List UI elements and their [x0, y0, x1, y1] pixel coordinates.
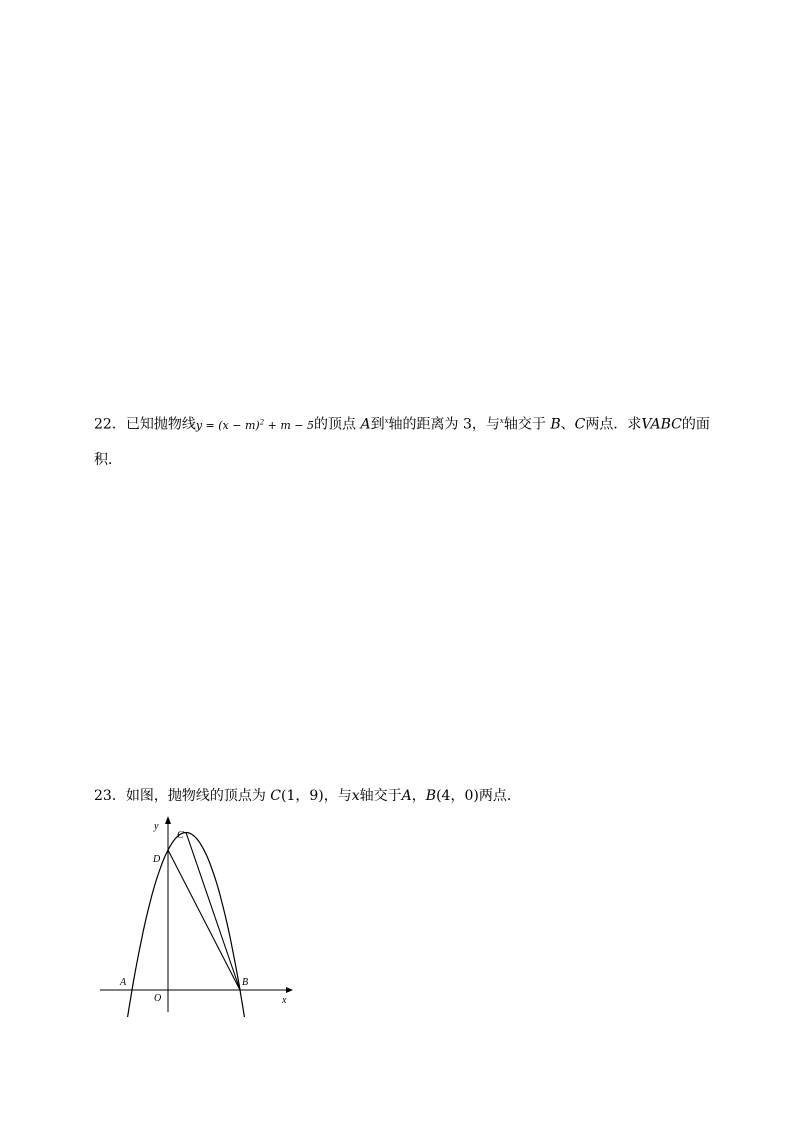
point-a-label: A: [120, 977, 127, 988]
question-text: 到: [370, 416, 385, 433]
y-axis-label: y: [154, 821, 159, 832]
question-text: 轴的距离为 3，与: [388, 416, 500, 433]
coordinate: (1，9): [281, 788, 324, 804]
point-o-label: O: [154, 993, 162, 1004]
question-23: [94, 786, 521, 806]
variable-x: x: [499, 417, 504, 425]
question-text: 轴交于: [503, 416, 546, 433]
x-axis-arrow-icon: [286, 987, 293, 993]
separator: ，: [411, 788, 426, 804]
point-b-label: B: [242, 977, 249, 988]
segment-cb: [186, 833, 240, 991]
parabola-curve: [127, 833, 249, 1018]
triangle-label: VABC: [641, 416, 682, 433]
point-label: C: [270, 788, 281, 804]
formula: $y = (x - m)^2 + m - 5$: [195, 418, 315, 432]
point-c-label: C: [177, 830, 184, 841]
question-text: 两点．: [478, 788, 521, 804]
point-label: A: [401, 788, 412, 804]
question-22-line-2: 积．: [94, 451, 122, 468]
point-label: A: [360, 416, 371, 433]
question-number: 22．: [94, 416, 126, 433]
question-text: 两点．求: [585, 416, 642, 433]
x-axis-label: x: [282, 995, 287, 1006]
coordinate: (4，0): [436, 788, 479, 804]
y-axis-arrow-icon: [165, 816, 171, 824]
question-text: 轴交于: [359, 788, 402, 804]
question-text: 、: [560, 416, 575, 433]
question-text: 的顶点: [314, 416, 357, 433]
point-label: B: [550, 416, 561, 433]
question-22: [94, 411, 714, 470]
question-number: 23．: [94, 788, 126, 804]
variable-x: x: [351, 788, 360, 804]
point-label: C: [574, 416, 586, 433]
question-text: 如图，抛物线的顶点为: [125, 788, 266, 804]
question-text: ，与: [323, 788, 352, 804]
question-text: 已知抛物线: [125, 416, 196, 433]
parabola-figure: [96, 812, 306, 1017]
question-text: 的面: [681, 416, 710, 433]
segment-db: [168, 850, 240, 990]
variable-x: x: [384, 417, 389, 425]
point-d-label: D: [153, 854, 161, 865]
question-22-line-1: [94, 411, 714, 436]
point-label: B: [425, 788, 437, 804]
